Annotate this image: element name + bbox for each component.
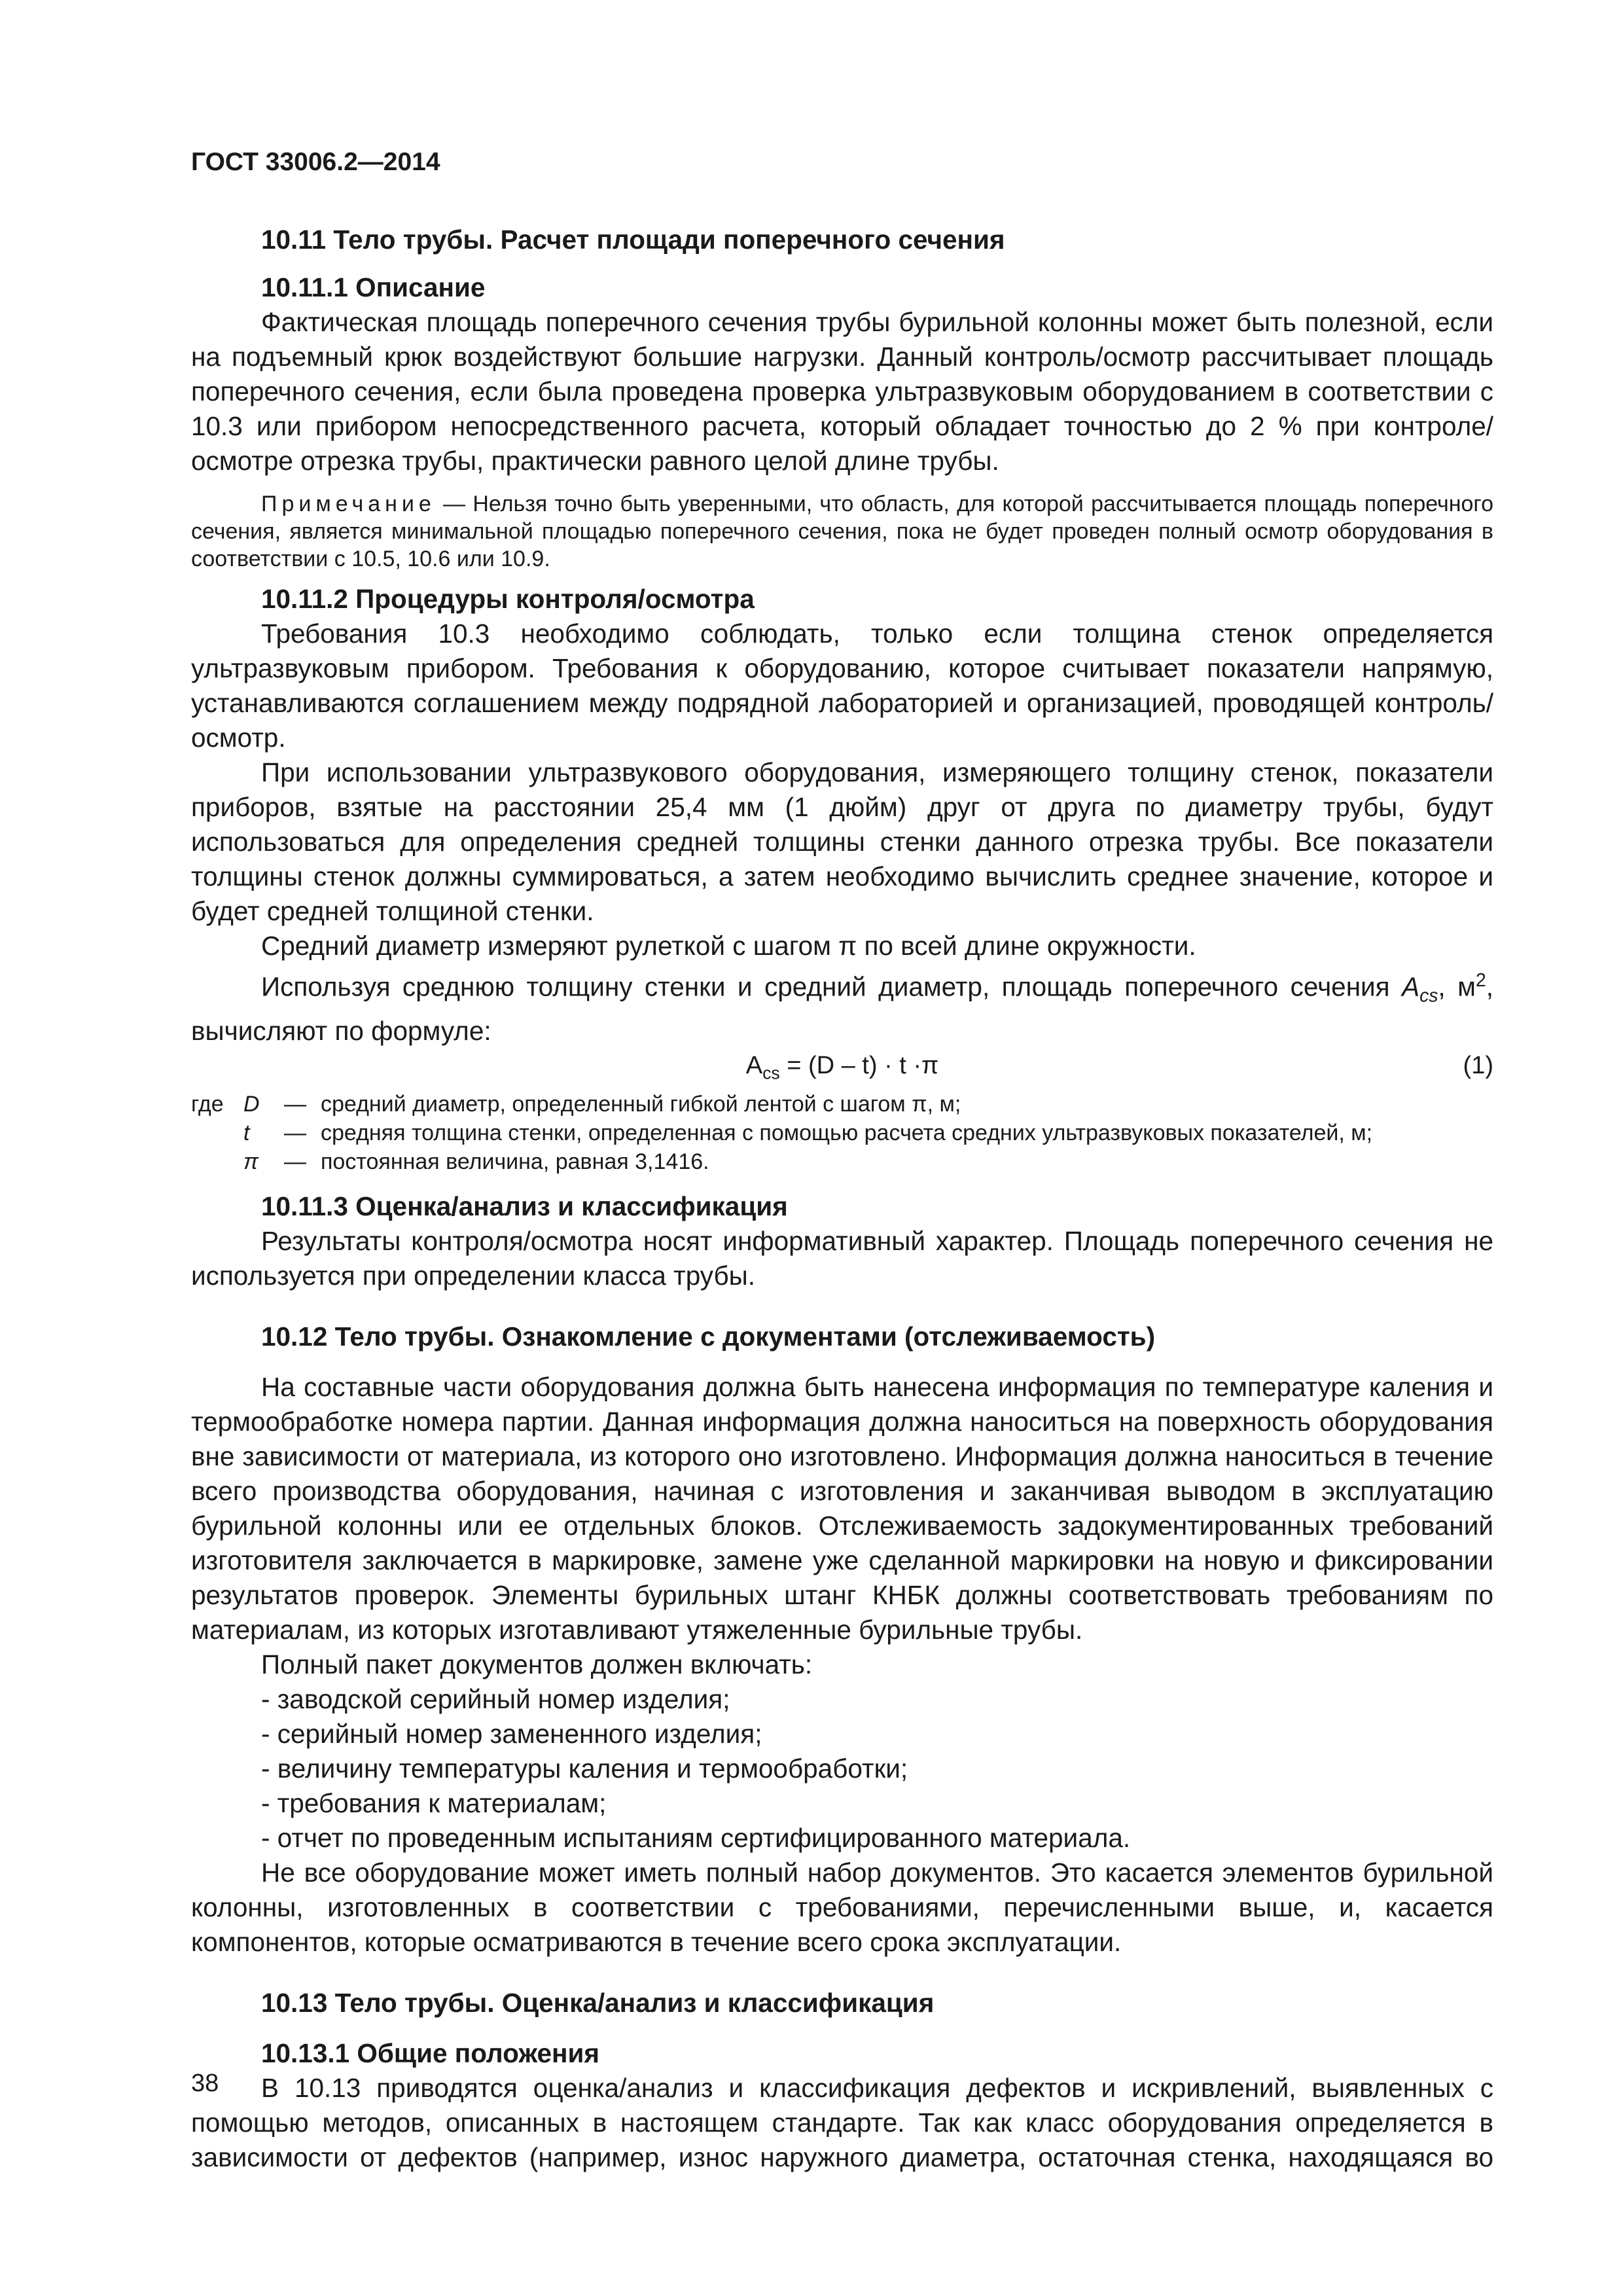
- paragraph: Фактическая площадь поперечного сечения трубы бурильной колонны может быть полезной, если на подъемный крюк воздействуют большие нагрузки. Данный контроль/осмотр рассчитывает площадь поперечного сечения, если была проведена проверка ультразвуковым оборудованием в соответствии с 10.3 или прибором непосредственного расчета, который обладает точностью до 2 % при контроле/осмотре отрезка трубы, практически равного целой длине трубы.: [191, 307, 1493, 476]
- subsection-10-13-1-title: 10.13.1 Общие положения: [261, 2037, 600, 2068]
- definition-row: π — постоянная величина, равная 3,1416.: [243, 1149, 709, 1174]
- list-item: - требования к материалам;: [261, 1787, 607, 1818]
- paragraph: На составные части оборудования должна быть нанесена информация по температуре каления и термообработке номера партии. Данная информация должна наноситься на поверхность оборудования вне зависимости от материала, из которого оно изготовлено. Информация должна наноситься в течение всего производства оборудования, начиная с изготовления и заканчивая выводом в эксплуатацию бурильной колонны или ее отдельных блоков. Отслеживаемость задокументированных требований изготовителя заключается в маркировке, замене уже сделанной маркировки на новую и фиксировании результатов проверок. Элементы бурильных штанг КНБК должны соответствовать требованиям по материалам, из которых изготавливают утяжеленные бурильные трубы.: [191, 1371, 1493, 1645]
- list-item: - заводской серийный номер изделия;: [261, 1683, 730, 1714]
- paragraph: Требования 10.3 необходимо соблюдать, только если толщина стенок определяется ультразвуковым прибором. Требования к оборудованию, которое считывает показатели напрямую, устанавливаются соглашением между подрядной лабораторией и организацией, проводящей контроль/осмотр.: [191, 619, 1493, 753]
- note-label: Примечание: [261, 492, 436, 516]
- paragraph: В 10.13 приводятся оценка/анализ и классификация дефектов и искривлений, выявленных с помощью методов, описанных в настоящем стандарте. Так как класс оборудования определяется в зависимости от дефектов (например, износ наружного диаметра, остаточная стенка, находящаяся во: [191, 2072, 1493, 2172]
- paragraph: Полный пакет документов должен включать:: [261, 1649, 813, 1679]
- list-item: - серийный номер замененного изделия;: [261, 1718, 762, 1749]
- standard-designation: ГОСТ 33006.2—2014: [191, 148, 440, 176]
- subsection-10-11-1-title: 10.11.1 Описание: [261, 272, 486, 302]
- note: [191, 490, 1493, 573]
- section-10-12-title: 10.12 Тело трубы. Ознакомление с документами (отслеживаемость): [261, 1321, 1156, 1352]
- section-10-13-title: 10.13 Тело трубы. Оценка/анализ и классификация: [261, 1987, 935, 2018]
- formula-number: (1): [1463, 1051, 1493, 1079]
- subsection-10-11-3-title: 10.11.3 Оценка/анализ и классификация: [261, 1191, 788, 1221]
- paragraph: Результаты контроля/осмотра носят информативный характер. Площадь поперечного сечения не используется при определении класса трубы.: [191, 1225, 1493, 1291]
- paragraph: Не все оборудование может иметь полный набор документов. Это касается элементов бурильной колонны, изготовленных в соответствии с требованиями, перечисленными выше, и, касается компонентов, которые осматриваются в течение всего срока эксплуатации.: [191, 1857, 1493, 1957]
- definition-row: t — средняя толщина стенки, определенная с помощью расчета средних ультразвуковых показателей, м;: [243, 1120, 1373, 1145]
- section-10-11-title: 10.11 Тело трубы. Расчет площади поперечного сечения: [261, 224, 1005, 255]
- definition-row: где D — средний диаметр, определенный гибкой лентой с шагом π, м;: [191, 1091, 961, 1117]
- formula-1: [191, 1049, 1493, 1083]
- paragraph: Средний диаметр измеряют рулеткой с шагом π по всей длине окружности.: [261, 931, 1196, 961]
- formula-expression: $A_{cs} = (D - t) \cdot t \cdot\pi$: [745, 1051, 939, 1083]
- subsection-10-11-2-title: 10.11.2 Процедуры контроля/осмотра: [261, 584, 755, 614]
- note-text: — Нельзя точно быть уверенными, что область, для которой рассчитывается площадь поперечного сечения, является минимальной площадью поперечного сечения, пока не будет проведен полный осмотр оборудования в соответствии с 10.5, 10.6 или 10.9.: [191, 492, 1493, 571]
- list-item: - величину температуры каления и термообработки;: [261, 1753, 908, 1784]
- page-number: 38: [191, 2070, 219, 2097]
- paragraph-formula-intro: Используя среднюю толщину стенки и средний диаметр, площадь поперечного сечения $A_{cs}$, $м^2$, вычисляют по формуле:: [191, 970, 1493, 1046]
- list-item: - отчет по проведенным испытаниям сертифицированного материала.: [261, 1822, 1131, 1853]
- symbol-definitions: [191, 1090, 1493, 1176]
- paragraph: При использовании ультразвукового оборудования, измеряющего толщину стенок, показатели приборов, взятые на расстоянии 25,4 мм (1 дюйм) друг от друга по диаметру трубы, будут использоваться для определения средней толщины стенки данного отрезка трубы. Все показатели толщины стенок должны суммироваться, а затем необходимо вычислить среднее значение, которое и будет средней толщиной стенки.: [191, 757, 1493, 926]
- page-content: [191, 223, 1493, 2175]
